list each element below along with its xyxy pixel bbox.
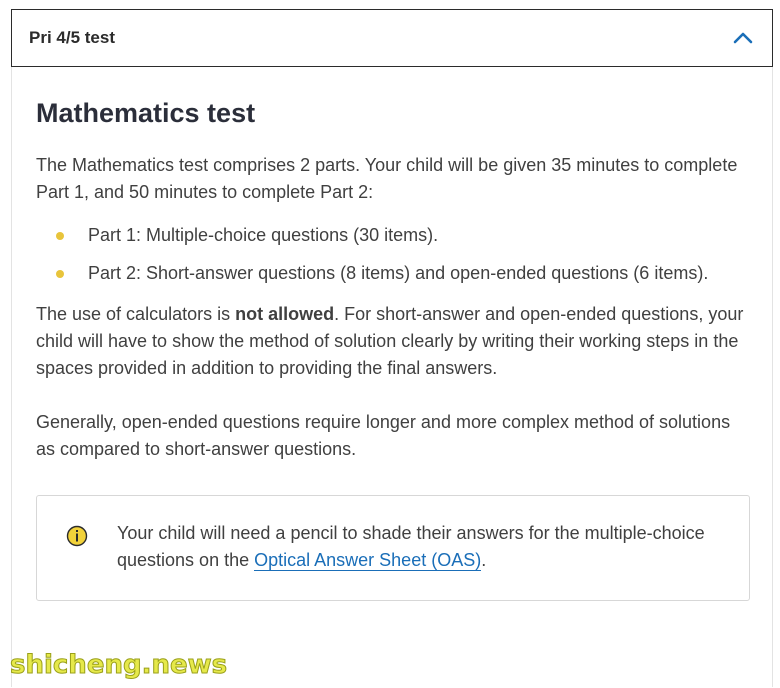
section-heading: Mathematics test: [36, 98, 256, 128]
chevron-up-icon[interactable]: [732, 27, 754, 49]
calc-bold: not allowed: [235, 304, 335, 324]
watermark: shicheng.news: [10, 650, 228, 680]
bullet-dot: [56, 232, 64, 240]
calc-prefix: The use of calculators is: [36, 304, 236, 324]
accordion: [11, 9, 773, 687]
info-icon: [66, 525, 88, 547]
intro-paragraph: The Mathematics test comprises 2 parts. Your child will be given 35 minutes to complete Part 1, and 50 minutes to complete Part 2:: [36, 155, 738, 202]
accordion-title: Pri 4/5 test: [29, 28, 115, 47]
accordion-body: [11, 67, 773, 687]
oas-link[interactable]: Optical Answer Sheet (OAS): [254, 550, 482, 570]
note-text: [117, 520, 719, 574]
note-text-after: .: [481, 550, 487, 570]
note-box: [36, 495, 750, 601]
list-item: [36, 222, 748, 249]
general-paragraph: Generally, open-ended questions require longer and more complex method of solutions as compared to short-answer questions.: [36, 412, 731, 459]
calc-suffix: . For short-answer and open-ended questions, your child will have to show the method of solution clearly by writing their working steps in the spaces provided in addition to providing the final answers.: [36, 304, 744, 378]
bullet-dot: [56, 270, 64, 278]
accordion-header[interactable]: [11, 9, 773, 67]
note-text-before: Your child will need a pencil to shade their answers for the multiple-choice questions on the: [117, 523, 705, 570]
list-item: [36, 260, 748, 287]
part-1-text: Part 1: Multiple-choice questions (30 items).: [88, 225, 439, 245]
parts-list: [36, 222, 748, 287]
part-2-text: Part 2: Short-answer questions (8 items) and open-ended questions (6 items).: [88, 263, 709, 283]
calculator-paragraph: [36, 301, 748, 382]
